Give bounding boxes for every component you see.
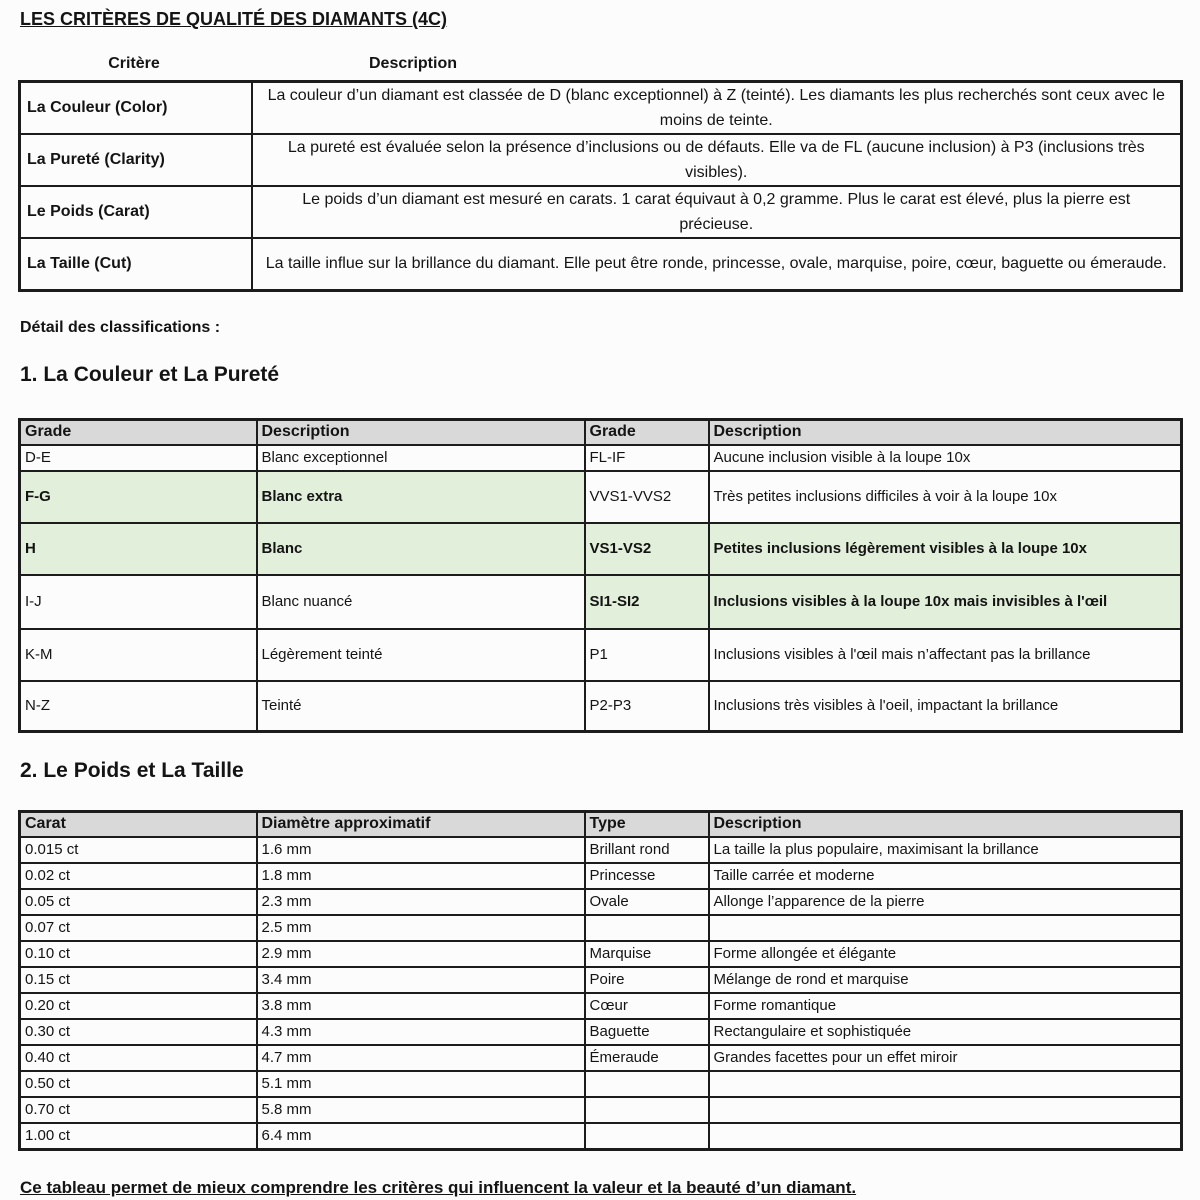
table-row [20, 134, 1182, 186]
type-desc-cell: Forme romantique [709, 993, 1182, 1019]
criteria-name-cell: La Couleur (Color) [20, 82, 252, 135]
table-row [20, 837, 1182, 863]
page-title: LES CRITÈRES DE QUALITÉ DES DIAMANTS (4C) [20, 9, 448, 29]
type-desc-cell: Grandes facettes pour un effet miroir [709, 1045, 1182, 1071]
type-cell: Princesse [585, 863, 709, 889]
diameter-cell: 2.5 mm [257, 915, 585, 941]
diameter-cell: 2.3 mm [257, 889, 585, 915]
grade-cell: SI1-SI2 [585, 575, 709, 629]
table-row [20, 863, 1182, 889]
table-row [20, 186, 1182, 238]
grade-cell: K-M [20, 629, 257, 681]
type-desc-cell: Rectangulaire et sophistiquée [709, 1019, 1182, 1045]
diameter-cell: 3.4 mm [257, 967, 585, 993]
table-row [20, 889, 1182, 915]
criteria-desc-cell: La taille influe sur la brillance du diamant. Elle peut être ronde, princesse, ovale, marquise, poire, cœur, baguette ou émeraude. [252, 238, 1182, 290]
type-cell: Poire [585, 967, 709, 993]
criteria-desc-cell: Le poids d’un diamant est mesuré en carats. 1 carat équivaut à 0,2 gramme. Plus le carat est élevé, plus la pierre est précieuse. [252, 186, 1182, 238]
carat-cell: 0.07 ct [20, 915, 257, 941]
grade-desc-cell: Blanc extra [257, 471, 585, 523]
criteria-desc-cell: La couleur d’un diamant est classée de D (blanc exceptionnel) à Z (teinté). Les diamants les plus recherchés sont ceux avec le moins de teinte. [252, 82, 1182, 135]
type-cell [585, 1123, 709, 1149]
table-row [20, 445, 1182, 471]
carat-header-desc: Description [709, 811, 1182, 837]
type-desc-cell: Mélange de rond et marquise [709, 967, 1182, 993]
carat-cell: 1.00 ct [20, 1123, 257, 1149]
table-row [20, 471, 1182, 523]
table-row [20, 1071, 1182, 1097]
grade-cell: I-J [20, 575, 257, 629]
table-row [20, 681, 1182, 731]
grade-desc-cell: Blanc [257, 523, 585, 575]
table-row [20, 523, 1182, 575]
type-cell: Émeraude [585, 1045, 709, 1071]
table-row [20, 915, 1182, 941]
diameter-cell: 1.8 mm [257, 863, 585, 889]
grade-header-color-desc: Description [257, 419, 585, 445]
table-row [20, 629, 1182, 681]
grade-header-color-grade: Grade [20, 419, 257, 445]
carat-cell: 0.02 ct [20, 863, 257, 889]
grade-desc-cell: Blanc exceptionnel [257, 445, 585, 471]
section2-heading: 2. Le Poids et La Taille [20, 758, 244, 782]
grade-cell: N-Z [20, 681, 257, 731]
type-desc-cell [709, 915, 1182, 941]
section1-heading: 1. La Couleur et La Pureté [20, 362, 280, 386]
grade-desc-cell: Inclusions visibles à l'œil mais n’affectant pas la brillance [709, 629, 1182, 681]
table-row [20, 993, 1182, 1019]
diameter-cell: 4.7 mm [257, 1045, 585, 1071]
carat-cell: 0.30 ct [20, 1019, 257, 1045]
carat-header-type: Type [585, 811, 709, 837]
type-cell: Brillant rond [585, 837, 709, 863]
table-row [20, 575, 1182, 629]
diameter-cell: 5.8 mm [257, 1097, 585, 1123]
table-row [20, 1019, 1182, 1045]
criteria-name-cell: Le Poids (Carat) [20, 186, 252, 238]
table-row [20, 1045, 1182, 1071]
grade-desc-cell: Inclusions très visibles à l'oeil, impactant la brillance [709, 681, 1182, 731]
criteria-name-cell: La Taille (Cut) [20, 238, 252, 290]
table-row [20, 238, 1182, 290]
grade-header-clarity-grade: Grade [585, 419, 709, 445]
diameter-cell: 2.9 mm [257, 941, 585, 967]
grade-table [18, 418, 1183, 733]
grade-cell: F-G [20, 471, 257, 523]
type-desc-cell: Taille carrée et moderne [709, 863, 1182, 889]
grade-desc-cell: Teinté [257, 681, 585, 731]
grade-cell: VVS1-VVS2 [585, 471, 709, 523]
grade-header-clarity-desc: Description [709, 419, 1182, 445]
criteria-col-label-critere: Critère [108, 55, 160, 72]
table-row [20, 1123, 1182, 1149]
criteria-table-column-labels [18, 55, 1182, 77]
criteria-desc-cell: La pureté est évaluée selon la présence d’inclusions ou de défauts. Elle va de FL (aucune inclusion) à P3 (inclusions très visibles). [252, 134, 1182, 186]
type-desc-cell [709, 1123, 1182, 1149]
carat-header-diameter: Diamètre approximatif [257, 811, 585, 837]
carat-cell: 0.015 ct [20, 837, 257, 863]
type-cell: Cœur [585, 993, 709, 1019]
type-cell: Ovale [585, 889, 709, 915]
carat-cell: 0.50 ct [20, 1071, 257, 1097]
grade-desc-cell: Très petites inclusions difficiles à voir à la loupe 10x [709, 471, 1182, 523]
type-desc-cell [709, 1097, 1182, 1123]
table-row [20, 1097, 1182, 1123]
type-desc-cell: La taille la plus populaire, maximisant la brillance [709, 837, 1182, 863]
type-cell: Marquise [585, 941, 709, 967]
grade-desc-cell: Légèrement teinté [257, 629, 585, 681]
grade-cell: P1 [585, 629, 709, 681]
grade-desc-cell: Petites inclusions légèrement visibles à la loupe 10x [709, 523, 1182, 575]
carat-cell: 0.20 ct [20, 993, 257, 1019]
grade-cell: VS1-VS2 [585, 523, 709, 575]
grade-desc-cell: Aucune inclusion visible à la loupe 10x [709, 445, 1182, 471]
type-cell [585, 915, 709, 941]
criteria-table [18, 80, 1183, 292]
diameter-cell: 1.6 mm [257, 837, 585, 863]
grade-desc-cell: Blanc nuancé [257, 575, 585, 629]
footer-conclusion: Ce tableau permet de mieux comprendre les critères qui influencent la valeur et la beauté d’un diamant. [20, 1177, 857, 1197]
type-desc-cell: Forme allongée et élégante [709, 941, 1182, 967]
diameter-cell: 6.4 mm [257, 1123, 585, 1149]
carat-cell: 0.05 ct [20, 889, 257, 915]
table-header-row [20, 811, 1182, 837]
table-row [20, 941, 1182, 967]
carat-cell: 0.70 ct [20, 1097, 257, 1123]
diameter-cell: 3.8 mm [257, 993, 585, 1019]
grade-cell: H [20, 523, 257, 575]
grade-desc-cell: Inclusions visibles à la loupe 10x mais invisibles à l'œil [709, 575, 1182, 629]
detail-classifications-label: Détail des classifications : [20, 318, 221, 336]
carat-cell: 0.15 ct [20, 967, 257, 993]
type-cell [585, 1071, 709, 1097]
diameter-cell: 4.3 mm [257, 1019, 585, 1045]
diameter-cell: 5.1 mm [257, 1071, 585, 1097]
criteria-name-cell: La Pureté (Clarity) [20, 134, 252, 186]
type-cell: Baguette [585, 1019, 709, 1045]
grade-cell: P2-P3 [585, 681, 709, 731]
carat-table [18, 810, 1183, 1151]
table-header-row [20, 419, 1182, 445]
type-desc-cell [709, 1071, 1182, 1097]
criteria-col-label-description: Description [368, 55, 457, 72]
table-row [20, 967, 1182, 993]
carat-cell: 0.40 ct [20, 1045, 257, 1071]
carat-cell: 0.10 ct [20, 941, 257, 967]
grade-cell: D-E [20, 445, 257, 471]
grade-cell: FL-IF [585, 445, 709, 471]
type-cell [585, 1097, 709, 1123]
carat-header-carat: Carat [20, 811, 257, 837]
table-row [20, 82, 1182, 135]
type-desc-cell: Allonge l’apparence de la pierre [709, 889, 1182, 915]
